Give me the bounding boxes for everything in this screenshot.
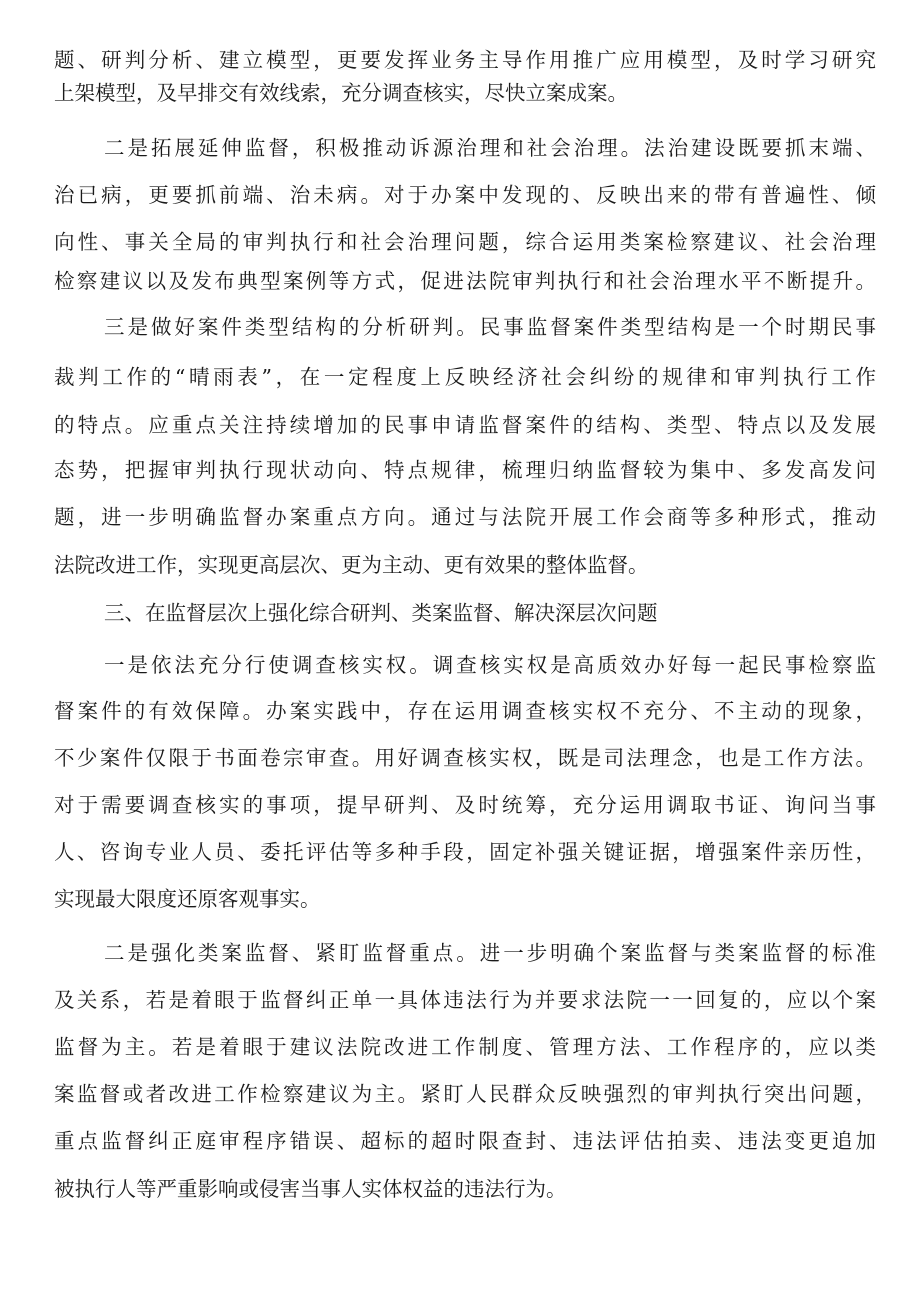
text-line: 题、研判分析、建立模型，更要发挥业务主导作用推广应用模型，及时学习研究 bbox=[54, 48, 876, 72]
text-line: 向性、事关全局的审判执行和社会治理问题，综合运用类案检察建议、社会治理 bbox=[54, 230, 876, 254]
paragraph-start: 二是强化类案监督、紧盯监督重点。进一步明确个案监督与类案监督的标准 bbox=[104, 941, 876, 965]
text-line: 不少案件仅限于书面卷宗审查。用好调查核实权，既是司法理念，也是工作方法。 bbox=[54, 746, 876, 770]
text-line: 督案件的有效保障。办案实践中，存在运用调查核实权不充分、不主动的现象， bbox=[54, 699, 876, 723]
text-line: 监督为主。若是着眼于建议法院改进工作制度、管理方法、工作程序的，应以类 bbox=[54, 1035, 876, 1059]
text-line: 实现最大限度还原客观事实。 bbox=[54, 887, 321, 911]
text-line: 态势，把握审判执行现状动向、特点规律，梳理归纳监督较为集中、多发高发问 bbox=[54, 458, 876, 482]
text-line: 检察建议以及发布典型案例等方式，促进法院审判执行和社会治理水平不断提升。 bbox=[54, 269, 876, 293]
text-line: 上架模型，及早排交有效线索，充分调查核实，尽快立案成案。 bbox=[54, 81, 628, 105]
text-line: 治已病，更要抓前端、治未病。对于办案中发现的、反映出来的带有普遍性、倾 bbox=[54, 183, 876, 207]
text-line: 的特点。应重点关注持续增加的民事申请监督案件的结构、类型、特点以及发展 bbox=[54, 413, 876, 437]
paragraph-start: 三是做好案件类型结构的分析研判。民事监督案件类型结构是一个时期民事 bbox=[104, 315, 876, 339]
paragraph-start: 二是拓展延伸监督，积极推动诉源治理和社会治理。法治建设既要抓末端、 bbox=[104, 136, 876, 160]
section-heading: 三、在监督层次上强化综合研判、类案监督、解决深层次问题 bbox=[104, 601, 658, 625]
text-line: 及关系，若是着眼于监督纠正单一具体违法行为并要求法院一一回复的，应以个案 bbox=[54, 988, 876, 1012]
text-line: 对于需要调查核实的事项，提早研判、及时统筹，充分运用调取书证、询问当事 bbox=[54, 793, 876, 817]
text-line: 裁判工作的“晴雨表”，在一定程度上反映经济社会纠纷的规律和审判执行工作 bbox=[54, 365, 876, 389]
paragraph-start: 一是依法充分行使调查核实权。调查核实权是高质效办好每一起民事检察监 bbox=[104, 653, 876, 677]
text-line: 案监督或者改进工作检察建议为主。紧盯人民群众反映强烈的审判执行突出问题， bbox=[54, 1082, 876, 1106]
text-line: 题，进一步明确监督办案重点方向。通过与法院开展工作会商等多种形式，推动 bbox=[54, 505, 876, 529]
text-line: 被执行人等严重影响或侵害当事人实体权益的违法行为。 bbox=[54, 1177, 567, 1201]
text-line: 法院改进工作，实现更高层次、更为主动、更有效果的整体监督。 bbox=[54, 553, 649, 577]
text-line: 重点监督纠正庭审程序错误、超标的超时限查封、违法评估拍卖、违法变更追加 bbox=[54, 1129, 876, 1153]
text-line: 人、咨询专业人员、委托评估等多种手段，固定补强关键证据，增强案件亲历性， bbox=[54, 840, 876, 864]
